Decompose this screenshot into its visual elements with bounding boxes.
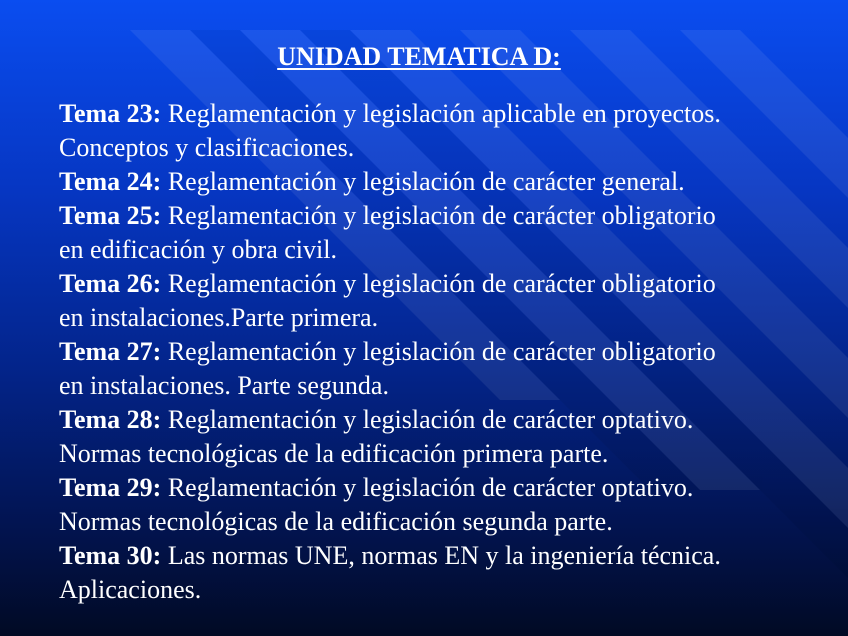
topic-item (59, 267, 819, 335)
topic-text-continued: Normas tecnológicas de la edificación segunda parte. (59, 507, 613, 536)
topic-text-continued: Normas tecnológicas de la edificación primera parte. (59, 439, 609, 468)
topic-list (59, 97, 819, 607)
slide-title: UNIDAD TEMATICA D: (277, 42, 561, 71)
topic-label: Tema 29: (59, 473, 162, 502)
topic-text: Reglamentación y legislación de carácter obligatorio (167, 269, 716, 298)
topic-text-continued: en instalaciones. Parte segunda. (59, 371, 389, 400)
topic-item (59, 471, 819, 539)
topic-item (59, 335, 819, 403)
topic-text: Reglamentación y legislación de carácter general. (167, 167, 685, 196)
topic-label: Tema 26: (59, 269, 162, 298)
topic-item (59, 97, 819, 165)
topic-text: Reglamentación y legislación aplicable en proyectos. (167, 99, 721, 128)
topic-item (59, 539, 819, 607)
topic-label: Tema 27: (59, 337, 162, 366)
topic-text-continued: en edificación y obra civil. (59, 235, 337, 264)
topic-label: Tema 23: (59, 99, 162, 128)
topic-text: Reglamentación y legislación de carácter obligatorio (167, 201, 716, 230)
topic-item (59, 199, 819, 267)
topic-text: Reglamentación y legislación de carácter optativo. (167, 405, 694, 434)
topic-text-continued: Conceptos y clasificaciones. (59, 133, 355, 162)
topic-item (59, 403, 819, 471)
topic-label: Tema 25: (59, 201, 162, 230)
topic-label: Tema 24: (59, 167, 162, 196)
topic-text: Las normas UNE, normas EN y la ingeniería técnica. (167, 541, 721, 570)
topic-text-continued: en instalaciones.Parte primera. (59, 303, 379, 332)
topic-label: Tema 28: (59, 405, 162, 434)
topic-text: Reglamentación y legislación de carácter optativo. (167, 473, 694, 502)
topic-label: Tema 30: (59, 541, 162, 570)
topic-item (59, 165, 819, 199)
topic-text: Reglamentación y legislación de carácter obligatorio (167, 337, 716, 366)
topic-text-continued: Aplicaciones. (59, 575, 202, 604)
